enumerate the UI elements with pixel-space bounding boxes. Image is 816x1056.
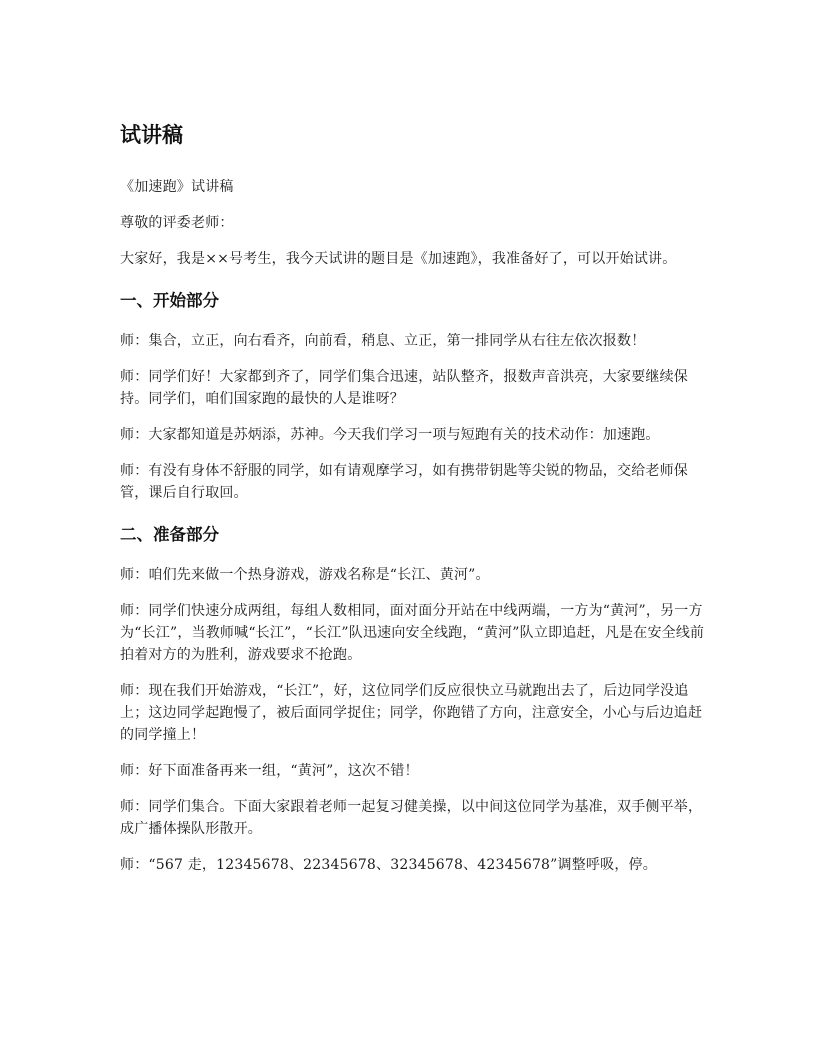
document-page [120,120,710,890]
section-preparation-paragraph: 师：同学们集合。下面大家跟着老师一起复习健美操，以中间这位同学为基准，双手侧平举，成广播体操队形散开。 [120,799,703,837]
document-title: 试讲稿 [120,123,183,147]
section-start-paragraph: 师：有没有身体不舒服的同学，如有请观摩学习，如有携带钥匙等尖锐的物品，交给老师保管，课后自行取回。 [120,463,688,501]
section-start-paragraph: 师：同学们好！大家都到齐了，同学们集合迅速，站队整齐，报数声音洪亮，大家要继续保持。同学们，咱们国家跑的最快的人是谁呀？ [120,369,688,407]
section-preparation-paragraph: 师：好下面准备再来一组，“黄河”，这次不错！ [120,763,419,779]
section-heading-start: 一、开始部分 [120,291,219,310]
section-preparation-paragraph: 师：现在我们开始游戏，“长江”，好，这位同学们反应很快立马就跑出去了，后边同学没追上；这边同学起跑慢了，被后面同学捉住；同学，你跑错了方向，注意安全，小心与后边追赶的同学撞上！ [120,683,703,743]
section-start-paragraph: 师：集合，立正，向右看齐，向前看，稍息、立正，第一排同学从右往左依次报数！ [120,333,646,349]
intro-paragraph: 大家好，我是××号考生，我今天试讲的题目是《加速跑》，我准备好了，可以开始试讲。 [120,251,677,267]
section-preparation-paragraph: 师：“567 走，12345678、22345678、32345678、42345678”调整呼吸，停。 [120,857,657,873]
greeting-paragraph: 尊敬的评委老师： [120,215,234,231]
section-heading-preparation: 二、准备部分 [120,525,219,544]
section-preparation-paragraph: 师：同学们快速分成两组，每组人数相同，面对面分开站在中线两端，一方为“黄河”，另一方为“长江”，当教师喊“长江”，“长江”队迅速向安全线跑，“黄河”队立即追赶，凡是在安全线前拍着对方的为胜利，游戏要求不抢跑。 [120,603,705,663]
section-start-paragraph: 师：大家都知道是苏炳添，苏神。今天我们学习一项与短跑有关的技术动作：加速跑。 [120,427,660,443]
document-subtitle: 《加速跑》试讲稿 [120,179,234,195]
section-preparation-paragraph: 师：咱们先来做一个热身游戏，游戏名称是“长江、黄河”。 [120,567,490,583]
